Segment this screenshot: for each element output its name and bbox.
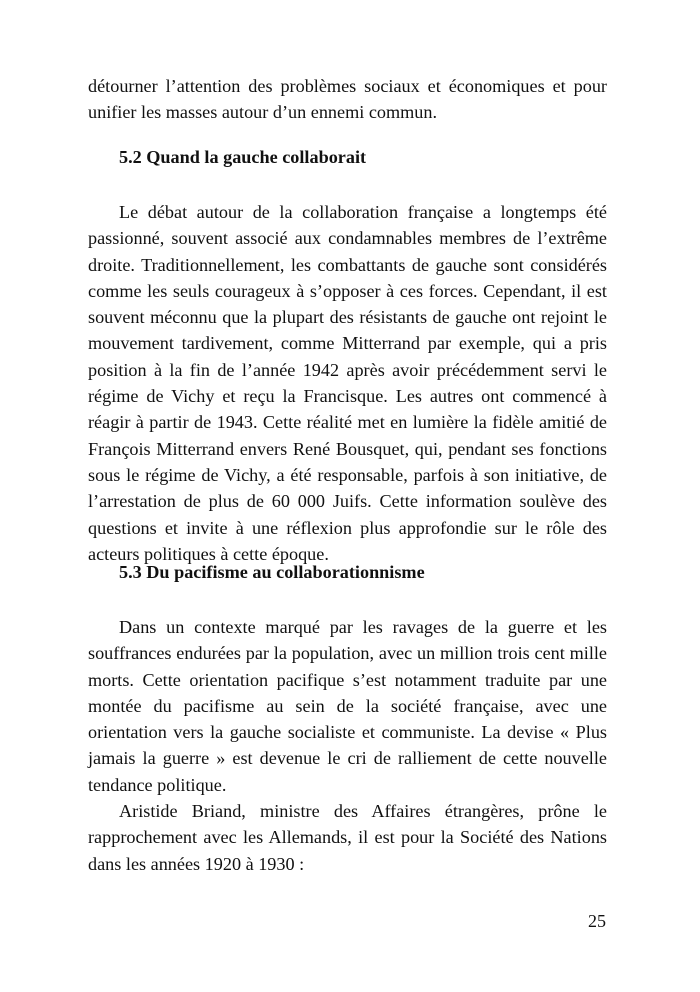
text-line: François Mitterrand envers René Bousquet, qui, pendant ses fonctions [88,438,607,459]
text-line: montée du pacifisme au sein de la société française, avec une [88,695,607,716]
text-line: rapprochement avec les Allemands, il est pour la Société des Nations [88,827,607,848]
text-line: unifier les masses autour d’un ennemi commun. [88,102,438,123]
section-heading-5-2: 5.2 Quand la gauche collaborait [119,147,367,167]
text-line: Dans un contexte marqué par les ravages de la guerre et les [119,617,607,637]
text-line: détourner l’attention des problèmes sociaux et économiques et pour [88,76,607,96]
text-line: comme les seuls courageux à s’opposer à ces forces. Cependant, il est [88,280,607,301]
text-line: acteurs politiques à cette époque. [88,543,329,564]
text-line: souffrances endurées par la population, avec un million trois cent mille [88,643,607,664]
text-line: questions et invite à une réflexion plus approfondie sur le rôle des [88,517,607,538]
intro-paragraph [88,73,607,126]
text-line: orientation vers la gauche socialiste et communiste. La devise « Plus [88,722,607,743]
text-line: jamais la guerre » est devenue le cri de ralliement de cette nouvelle [88,748,607,769]
section-5-2-paragraph [88,199,607,567]
text-line: sous le régime de Vichy, a été responsable, parfois à son initiative, de [88,464,607,485]
text-line: passionné, souvent associé aux condamnables membres de l’extrême [88,228,607,249]
text-line: droite. Traditionnellement, les combattants de gauche sont considérés [88,254,607,275]
text-line: morts. Cette orientation pacifique s’est notamment traduite par une [88,669,607,690]
page-number: 25 [588,911,606,931]
text-line: position à la fin de l’année 1942 après avoir précédemment servi le [88,359,607,380]
text-line: réagir à partir de 1943. Cette réalité met en lumière la fidèle amitié de [88,412,607,433]
text-line: souvent méconnu que la plupart des résistants de gauche ont rejoint le [88,307,607,328]
text-line: Aristide Briand, ministre des Affaires étrangères, prône le [119,801,607,821]
section-heading-5-3: 5.3 Du pacifisme au collaborationnisme [119,562,425,582]
text-line: régime de Vichy et reçu la Francisque. Les autres ont commencé à [88,386,607,407]
text-line: dans les années 1920 à 1930 : [88,853,305,874]
text-line: Le débat autour de la collaboration française a longtemps été [119,202,607,222]
section-5-3-paragraph-2 [88,798,607,877]
section-5-3-paragraph-1 [88,614,607,798]
text-line: l’arrestation de plus de 60 000 Juifs. Cette information soulève des [88,491,607,512]
text-line: mouvement tardivement, comme Mitterrand par exemple, qui a pris [88,333,607,354]
text-line: tendance politique. [88,774,227,795]
